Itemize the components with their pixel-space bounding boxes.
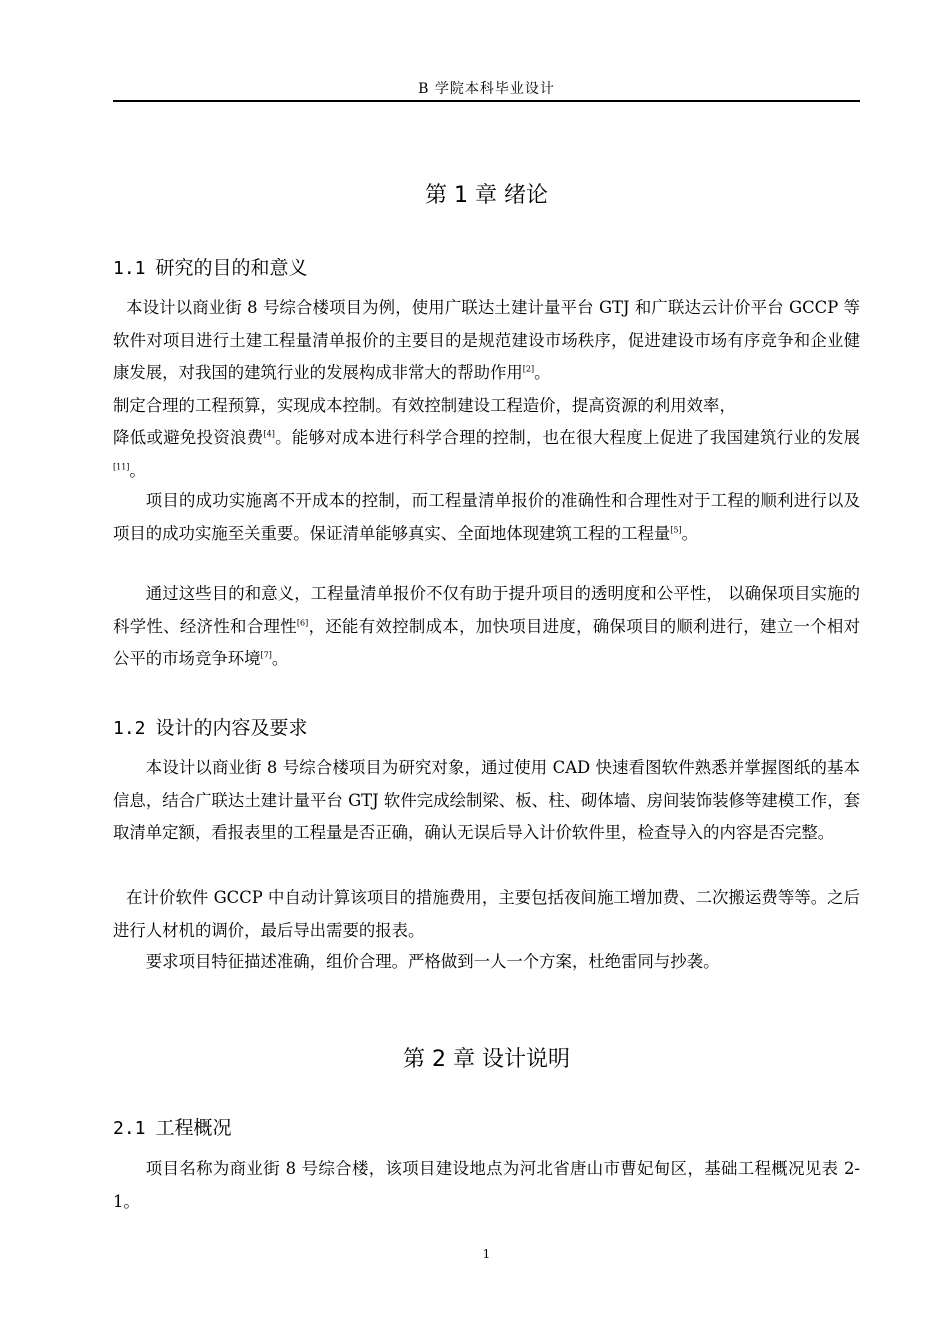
paragraph <box>113 422 860 487</box>
paragraph: 在计价软件 GCCP 中自动计算该项目的措施费用，主要包括夜间施工增加费、二次搬运费等等。之后进行人材机的调价，最后导出需要的报表。 <box>113 888 860 940</box>
paragraph-text: 项目的成功实施离不开成本的控制，而工程量清单报价的准确性和合理性对于工程的顺利进行以及项目的成功实施至关重要。保证清单能够真实、全面地体现建筑工程的工程量 <box>113 491 860 543</box>
section-1-2-heading <box>113 713 860 740</box>
paragraph-text: 制定合理的工程预算，实现成本控制。有效控制建设工程造价，提高资源的利用效率， <box>113 396 736 415</box>
paragraph <box>113 292 860 390</box>
section-number: 1.1 <box>113 258 146 279</box>
paragraph-text: 。能够对成本进行科学合理的控制，也在很大程度上促进了我国建筑行业的发展 <box>274 428 861 447</box>
paragraph-text: 本设计以商业街 8 号综合楼项目为例，使用广联达土建计量平台 GTJ 和广联达云计价平台 GCCP 等软件对项目进行土建工程量清单报价的主要目的是规范建设市场秩序，促进建设市场有序竞争和企业健康发展，对我国的建筑行业的发展构成非常大的帮助作用 <box>113 298 860 382</box>
section-title: 研究的目的和意义 <box>155 257 308 279</box>
paragraph: 本设计以商业街 8 号综合楼项目为研究对象，通过使用 CAD 快速看图软件熟悉并掌握图纸的基本信息，结合广联达土建计量平台 GTJ 软件完成绘制梁、板、柱、砌体墙、房间装饰装修等建模工作，套取清单定额，看报表里的工程量是否正确，确认无误后导入计价软件里，检查导入的内容是否完整。 <box>113 758 860 842</box>
section-1-1-heading <box>113 253 860 280</box>
paragraph <box>113 485 860 550</box>
paragraph <box>113 578 860 676</box>
paragraph <box>113 390 860 423</box>
chapter-2-title: 第 2 章 设计说明 <box>403 1047 570 1072</box>
paragraph: 项目名称为商业街 8 号综合楼，该项目建设地点为河北省唐山市曹妃甸区，基础工程概况见表 2-1。 <box>113 1159 860 1211</box>
header-divider <box>113 100 860 102</box>
page-number: 1 <box>482 1247 491 1261</box>
citation: [11] <box>113 462 130 472</box>
citation: [7] <box>260 650 272 660</box>
section-2-1-heading <box>113 1113 860 1140</box>
paragraph-text: 。 <box>534 363 551 382</box>
paragraph: 要求项目特征描述准确，组价合理。严格做到一人一个方案，杜绝雷同与抄袭。 <box>145 952 720 971</box>
citation: [2] <box>522 364 535 374</box>
chapter-1-title: 第 1 章 绪论 <box>425 183 548 208</box>
paragraph-text: ，还能有效控制成本，加快项目进度，确保项目的顺利进行，建立一个相对公平的市场竞争环境 <box>113 616 861 668</box>
section-title: 工程概况 <box>155 1117 232 1139</box>
citation: [4] <box>263 429 275 439</box>
citation: [6] <box>296 618 309 628</box>
page-header: B 学院本科毕业设计 <box>418 81 555 97</box>
citation: [5] <box>670 525 682 535</box>
paragraph-text: 。 <box>271 649 289 668</box>
paragraph-text: 通过这些目的和意义，工程量清单报价不仅有助于提升项目的透明度和公平性， 以确保项目实施的科学性、经济性和合理性 <box>113 584 860 636</box>
paragraph-text: 降低或避免投资浪费 <box>113 428 264 447</box>
section-number: 2.1 <box>113 1118 146 1139</box>
paragraph-text: 。 <box>681 523 699 543</box>
section-number: 1.2 <box>113 718 146 739</box>
paragraph-text: 。 <box>129 460 146 480</box>
section-title: 设计的内容及要求 <box>155 717 308 739</box>
